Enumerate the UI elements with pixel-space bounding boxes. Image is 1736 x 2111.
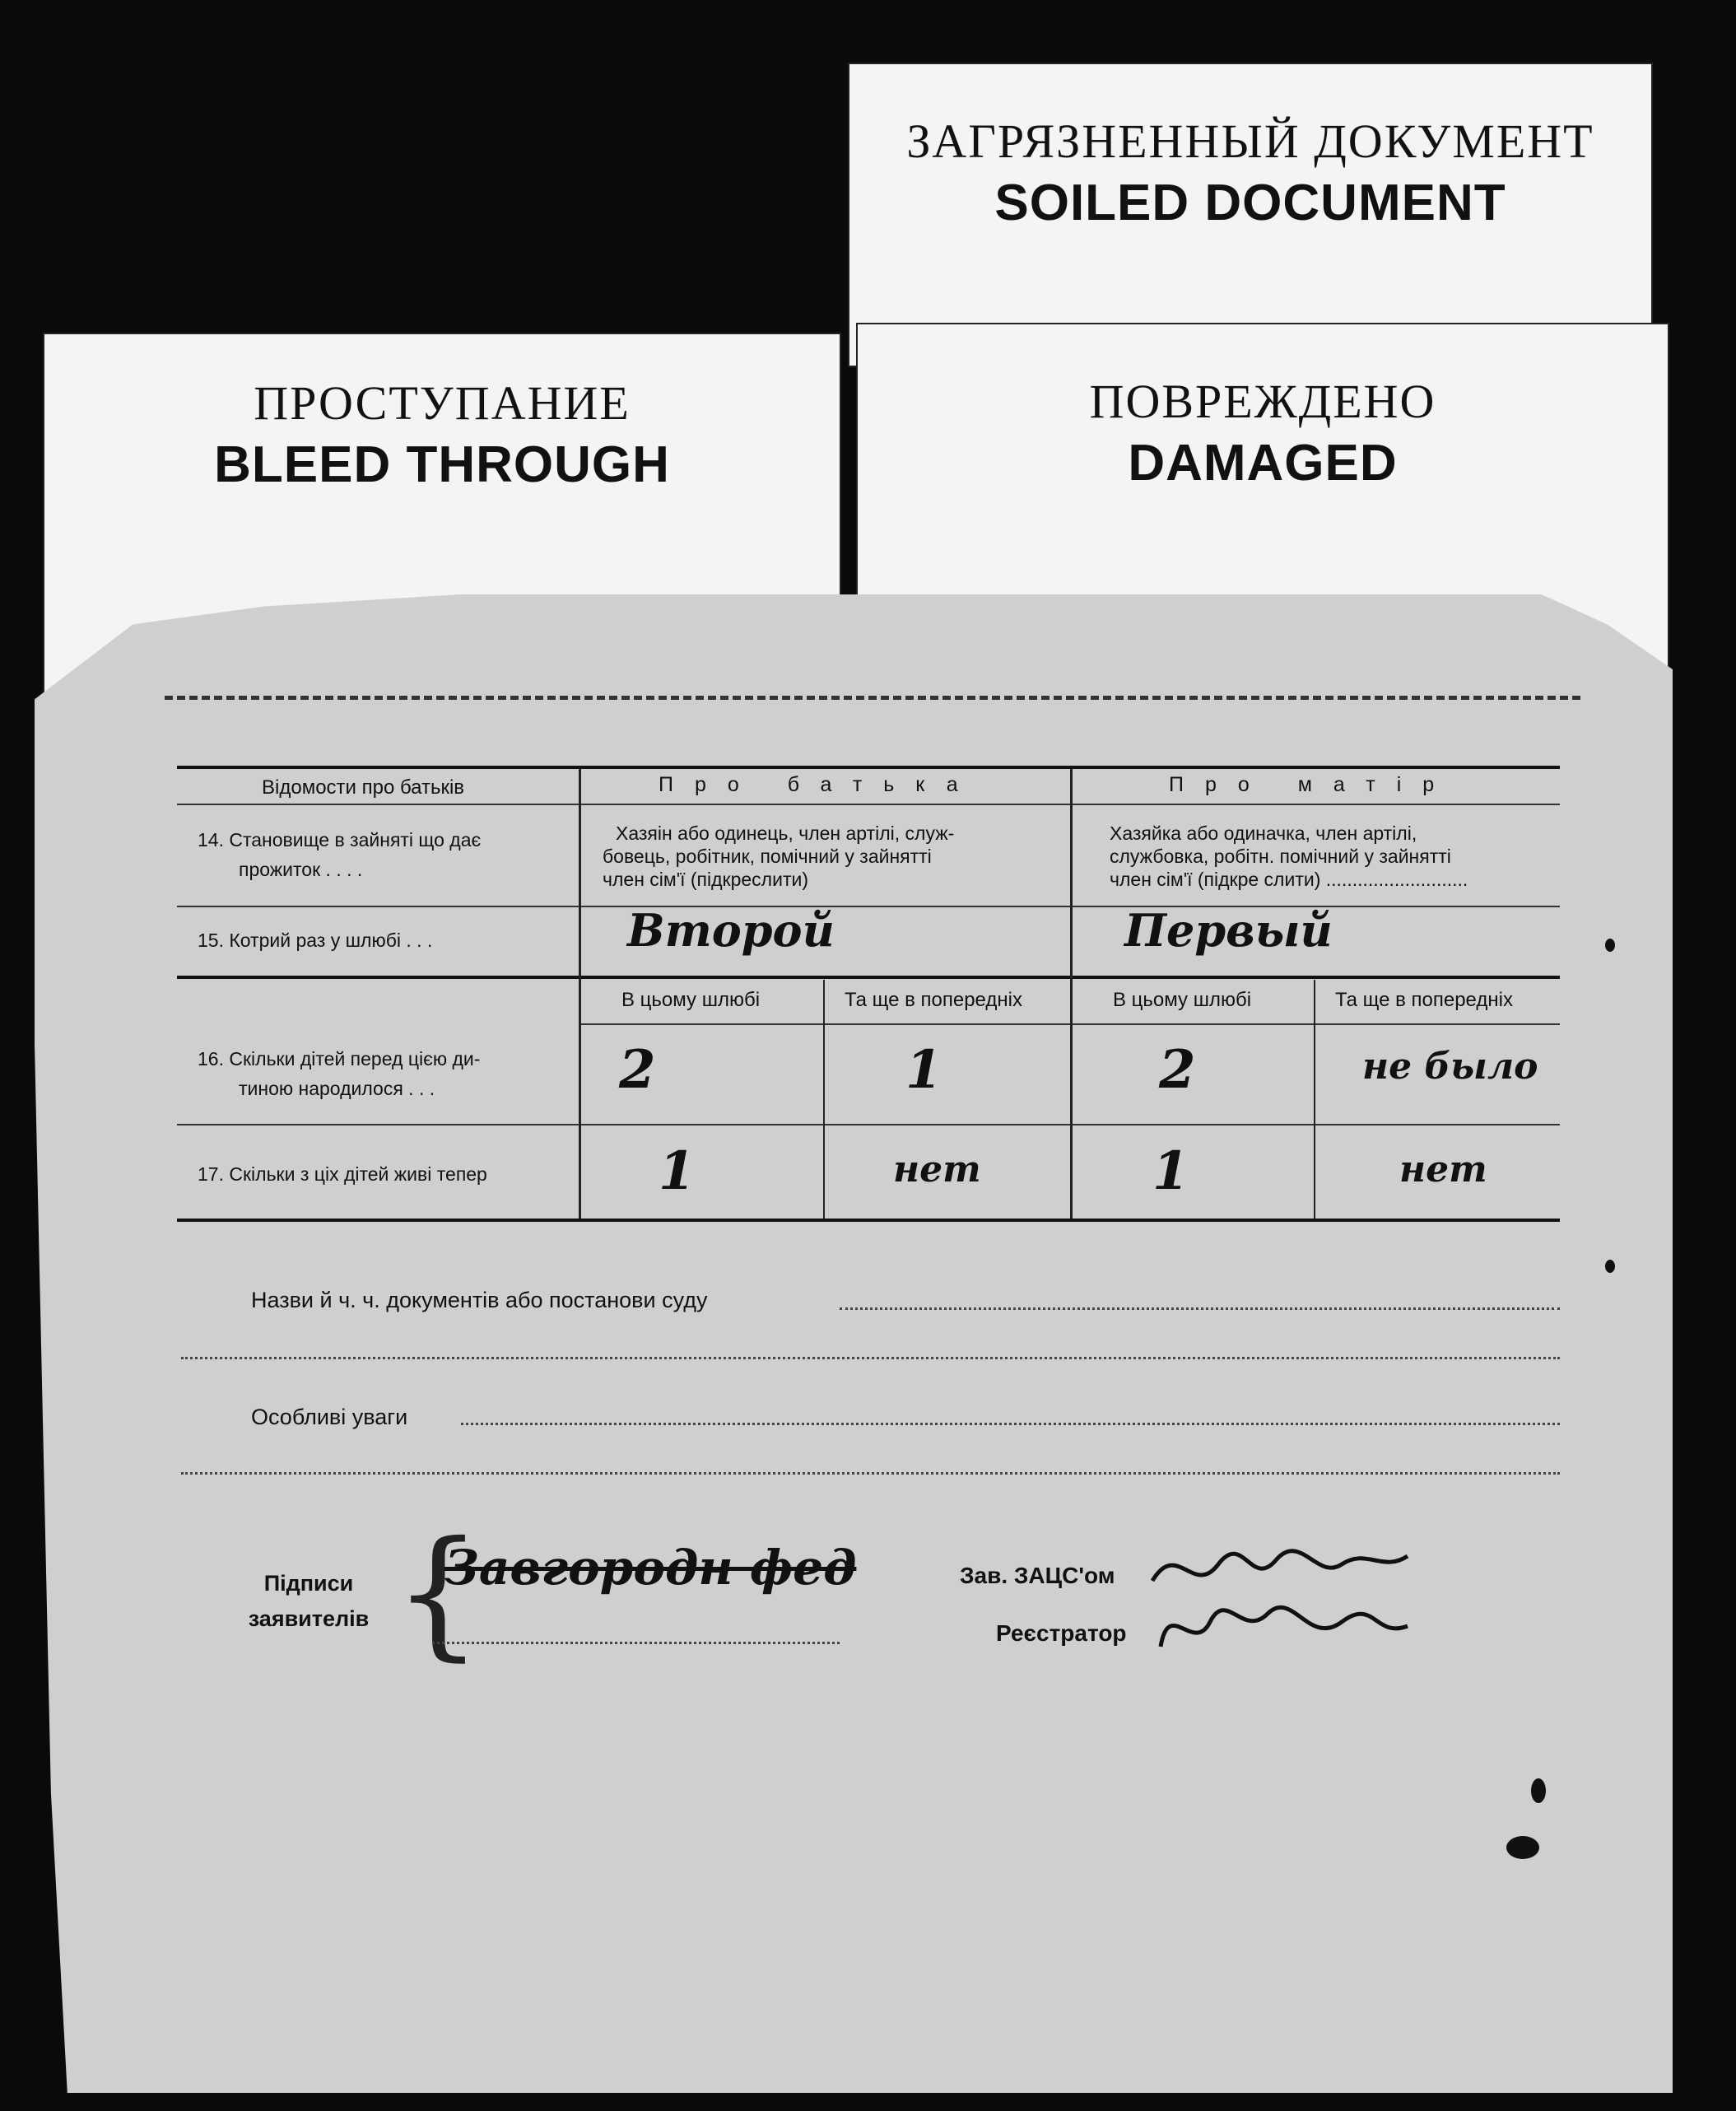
row14-mother-line1: Хазяйка або одиначка, член артілі, [1110, 822, 1417, 844]
applicant-signature: Завгородн фед [444, 1540, 857, 1596]
soiled-document-card [848, 63, 1653, 367]
row17-mother-previous: нет [1399, 1149, 1487, 1191]
damaged-card-ru-label: ПОВРЕЖДЕНО [1089, 375, 1436, 428]
head-signature-scribble [1144, 1531, 1416, 1663]
documents-dotted-line [840, 1307, 1560, 1310]
row16-father-previous: 1 [905, 1039, 942, 1101]
row15-rule [177, 976, 1560, 979]
registrar-label: Реєстратор [996, 1620, 1127, 1646]
head-label: Зав. ЗАЦС'ом [960, 1563, 1115, 1588]
row17-label: 17. Скільки з ціх дітей живі тепер [198, 1163, 487, 1185]
applicants-label-line1: Підписи [263, 1571, 354, 1596]
row14-father-line3: член сім'ї (підкреслити) [603, 869, 808, 890]
documents-label: Назви й ч. ч. документів або постанови суду [251, 1288, 708, 1312]
damage-spot [1506, 1836, 1539, 1859]
row14-mother-line2: службовка, робітн. помічний у зайнятті [1110, 846, 1451, 867]
soiled-card-en-label: SOILED DOCUMENT [994, 175, 1506, 231]
row14-mother-line3: член сім'ї (підкре слити) ........................... [1110, 869, 1468, 890]
row16-mother-current: 2 [1159, 1039, 1196, 1101]
record-form-sheet [35, 594, 1673, 2093]
perforation-line [165, 696, 1580, 700]
row14-father-line2: бовець, робітник, помічний у зайнятті [603, 846, 932, 867]
header-about-mother: Про матір [1169, 773, 1456, 796]
subheader-mother-current: В цьому шлюбі [1113, 989, 1252, 1011]
row17-father-current: 1 [659, 1140, 696, 1202]
col-divider-2 [1070, 769, 1073, 1219]
damage-spot [1605, 1260, 1615, 1273]
col-divider-father [823, 980, 825, 1219]
table-bottom-rule [177, 1219, 1560, 1222]
table-header-rule [177, 804, 1560, 805]
bleed-card-en-label: BLEED THROUGH [214, 436, 670, 493]
row16-father-current: 2 [619, 1039, 656, 1101]
header-about-father: Про батька [659, 773, 980, 796]
remarks-label: Особливі уваги [251, 1405, 408, 1429]
applicants-label [226, 1566, 391, 1637]
damage-spot [1531, 1778, 1546, 1803]
col-divider-1 [579, 769, 581, 1219]
table-top-rule [177, 766, 1560, 769]
applicant-signature-line [432, 1642, 840, 1644]
row14-label-line2: прожиток . . . . [239, 859, 363, 880]
subheader-mother-previous: Та ще в попередніх [1335, 989, 1513, 1011]
damaged-card-en-label: DAMAGED [1128, 435, 1398, 492]
row14-rule [177, 906, 1560, 907]
row14-father-line1: Хазяін або одинець, член артілі, служ- [616, 822, 955, 844]
bleed-card-ru-label: ПРОСТУПАНИЕ [254, 376, 631, 430]
header-parents-info: Відомости про батьків [262, 776, 465, 799]
row16-mother-previous: не было [1362, 1046, 1538, 1088]
row17-mother-current: 1 [1152, 1140, 1189, 1202]
remarks-dotted-line-2 [181, 1472, 1560, 1475]
row16-label-line1: 16. Скільки дітей перед цією ди- [198, 1048, 481, 1069]
applicants-label-line2: заявителів [248, 1606, 370, 1632]
row16-rule [177, 1124, 1560, 1125]
damage-spot [1605, 939, 1615, 952]
row15-mother-value: Первый [1124, 904, 1333, 957]
row14-label-line1: 14. Становище в зайняті що дає [198, 829, 482, 850]
subheader-father-current: В цьому шлюбі [621, 989, 761, 1011]
subheader-father-previous: Та ще в попередніх [845, 989, 1022, 1011]
row16-label-line2: тиною народилося . . . [239, 1078, 435, 1099]
row17-father-previous: нет [893, 1149, 981, 1191]
remarks-dotted-line [461, 1423, 1560, 1425]
col-divider-mother [1314, 980, 1315, 1219]
applicants-brace: { [393, 1512, 483, 1675]
documents-dotted-line-2 [181, 1357, 1560, 1359]
row15-label: 15. Котрий раз у шлюбі . . . [198, 930, 433, 951]
soiled-card-ru-label: ЗАГРЯЗНЕННЫЙ ДОКУМЕНТ [906, 114, 1594, 168]
row15-father-value: Второй [627, 904, 835, 957]
